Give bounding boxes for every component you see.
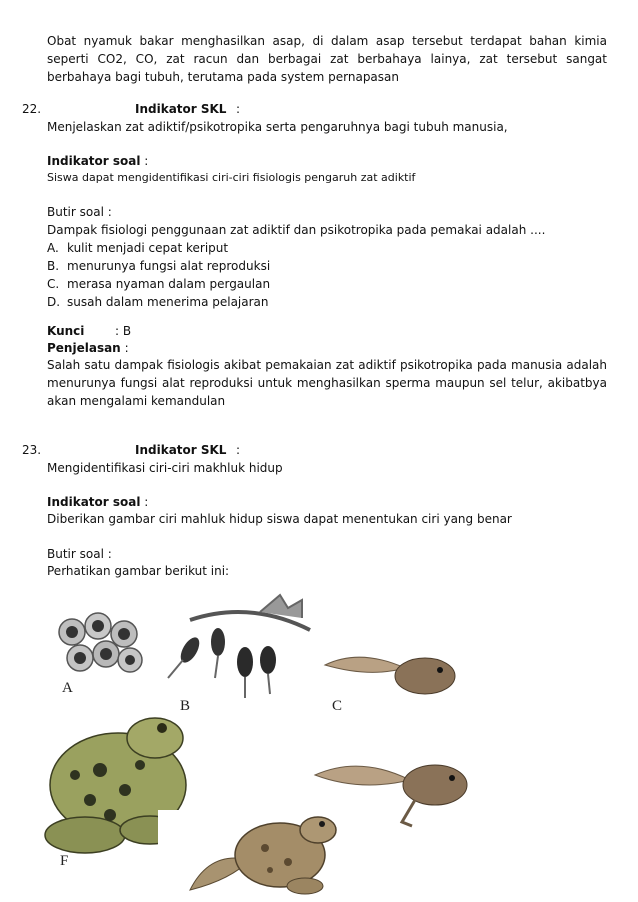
q22-question: Dampak fisiologi penggunaan zat adiktif dan psikotropika pada pemakai adalah .... bbox=[47, 223, 546, 237]
q22-option-letter: D. bbox=[47, 295, 61, 309]
q22-indikator-skl-label: Indikator SKL bbox=[135, 102, 227, 116]
q23-number: 23. bbox=[22, 443, 42, 457]
tadpole-illustration bbox=[325, 657, 455, 694]
q22-indikator-soal bbox=[47, 152, 607, 170]
frog-life-cycle-figure bbox=[40, 590, 510, 902]
q22-indikator-soal-label: Indikator soal bbox=[47, 154, 141, 168]
q22-option-text: menurunya fungsi alat reproduksi bbox=[67, 259, 271, 273]
froglet-illustration bbox=[158, 810, 358, 902]
q22-option-letter: C. bbox=[47, 277, 60, 291]
q22-butir-label: Butir soal : bbox=[47, 205, 112, 219]
q22-option-d bbox=[47, 293, 607, 311]
hatchling-tadpoles-illustration bbox=[168, 595, 310, 698]
q22-option-letter: B. bbox=[47, 259, 60, 273]
q22-number: 22. bbox=[22, 102, 42, 116]
figure-label-c: C bbox=[332, 698, 343, 714]
figure-label-b: B bbox=[180, 698, 191, 714]
figure-label-f: F bbox=[60, 853, 69, 869]
q22-option-text: susah dalam menerima pelajaran bbox=[67, 295, 269, 309]
q23-indikator-soal-label: Indikator soal bbox=[47, 495, 141, 509]
q23-indikator-soal-colon: : bbox=[144, 495, 149, 509]
q22-option-text: merasa nyaman dalam pergaulan bbox=[67, 277, 271, 291]
q23-question: Perhatikan gambar berikut ini: bbox=[47, 564, 230, 578]
q22-indikator-soal-text: Siswa dapat mengidentifikasi ciri-ciri fisiologis pengaruh zat adiktif bbox=[47, 171, 416, 184]
q22-penjelasan-colon: : bbox=[124, 341, 129, 355]
q22-indikator-skl-colon: : bbox=[236, 102, 241, 116]
q22-option-letter: A. bbox=[47, 241, 59, 255]
q22-indikator-skl-text: Menjelaskan zat adiktif/psikotropika serta pengaruhnya bagi tubuh manusia, bbox=[47, 120, 508, 134]
q23-indikator-skl-label: Indikator SKL bbox=[135, 443, 227, 457]
q23-indikator-skl-colon: : bbox=[236, 443, 241, 457]
q22-penjelasan bbox=[47, 339, 607, 357]
q22-kunci-label: Kunci bbox=[47, 324, 85, 338]
q22-penjelasan-text: Salah satu dampak fisiologis akibat pemakaian zat adiktif psikotropika pada manusia adalah menurunya fungsi alat reproduksi untuk menghasilkan sperma maupun sel telur, akibatbya akan mengalami kemandulan bbox=[47, 358, 607, 408]
q23-indikator-soal-text: Diberikan gambar ciri mahluk hidup siswa dapat menentukan ciri yang benar bbox=[47, 512, 512, 526]
q22-option-b bbox=[47, 257, 607, 275]
figure-label-a: A bbox=[62, 680, 73, 696]
q23-indikator-skl-text: Mengidentifikasi ciri-ciri makhluk hidup bbox=[47, 461, 283, 475]
intro-paragraph: Obat nyamuk bakar menghasilkan asap, di dalam asap tersebut terdapat bahan kimia seperti CO2, CO, zat racun dan berbagai zat berbahaya lainya, zat tersebut sangat berbahaya bagi tubuh, terutama pada system pernapasan bbox=[47, 34, 607, 84]
q22-penjelasan-label: Penjelasan bbox=[47, 341, 121, 355]
q22-indikator-soal-colon: : bbox=[144, 154, 149, 168]
q22-option-a bbox=[47, 239, 607, 257]
q22-option-c bbox=[47, 275, 607, 293]
q23-indikator-soal bbox=[47, 493, 607, 511]
frog-eggs-illustration bbox=[59, 613, 142, 672]
q23-butir-label: Butir soal : bbox=[47, 547, 112, 561]
q22-option-text: kulit menjadi cepat keriput bbox=[67, 241, 229, 255]
q22-kunci-value: : B bbox=[115, 324, 132, 338]
